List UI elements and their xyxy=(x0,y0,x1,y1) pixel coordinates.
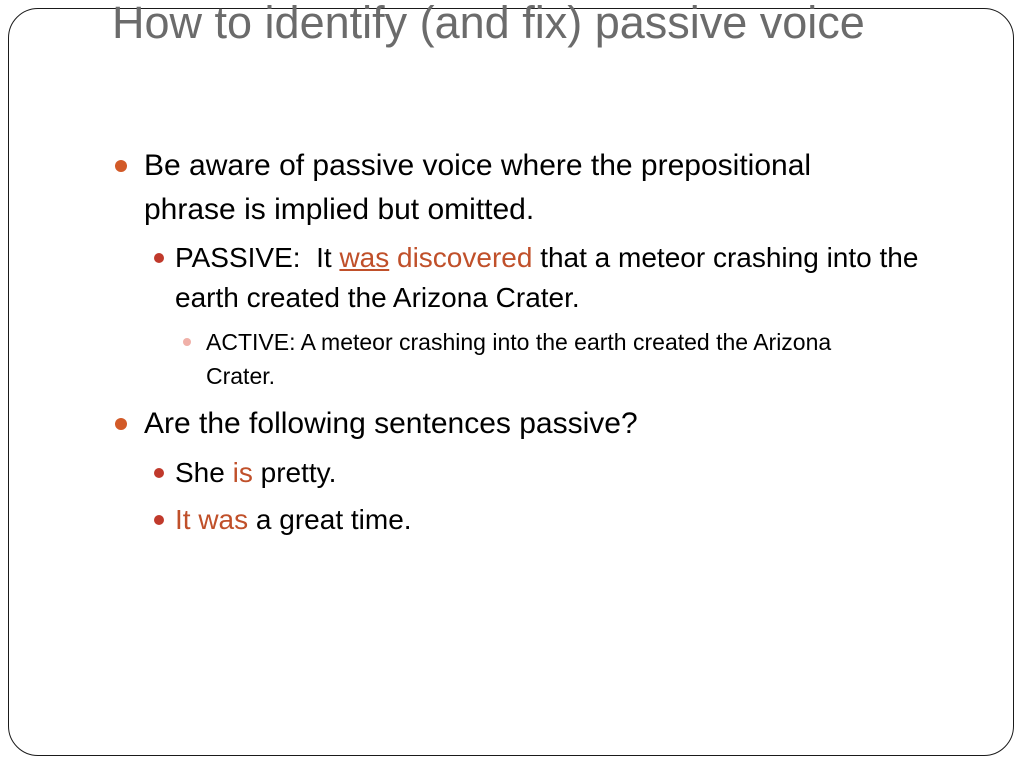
bullet-she-is-pretty xyxy=(175,453,975,493)
bullet-prefix: She xyxy=(175,457,233,488)
highlight-is: is xyxy=(232,457,253,488)
bullet-passive-example xyxy=(175,238,975,318)
bullet-active-example xyxy=(206,325,906,393)
bullet-dot-icon xyxy=(154,468,164,478)
bullet-rest: that a meteor crashing into the earth created the Arizona Crater. xyxy=(175,242,919,313)
bullet-space xyxy=(389,242,397,273)
bullet-dot-icon xyxy=(154,253,164,263)
highlight-it-was: It was xyxy=(175,504,249,535)
bullet-rest: pretty. xyxy=(252,457,337,488)
bullet-aware-passive xyxy=(144,144,904,232)
bullet-text: ACTIVE: A meteor crashing into the earth created the Arizona Crater. xyxy=(206,329,832,389)
slide-title: How to identify (and fix) passive voice xyxy=(112,0,865,48)
bullet-prefix: PASSIVE: It xyxy=(175,242,340,273)
bullet-text: Are the following sentences passive? xyxy=(144,407,638,440)
bullet-dot-icon xyxy=(154,515,164,525)
bullet-question xyxy=(144,402,904,446)
highlight-was: was xyxy=(339,242,390,273)
bullet-it-was-great xyxy=(175,500,975,540)
bullet-dot-icon xyxy=(115,160,127,172)
bullet-text: Be aware of passive voice where the prepositional phrase is implied but omitted. xyxy=(144,149,812,226)
bullet-rest: a great time. xyxy=(248,504,412,535)
bullet-dot-icon xyxy=(183,338,191,346)
highlight-discovered: discovered xyxy=(397,242,533,273)
bullet-dot-icon xyxy=(115,418,127,430)
